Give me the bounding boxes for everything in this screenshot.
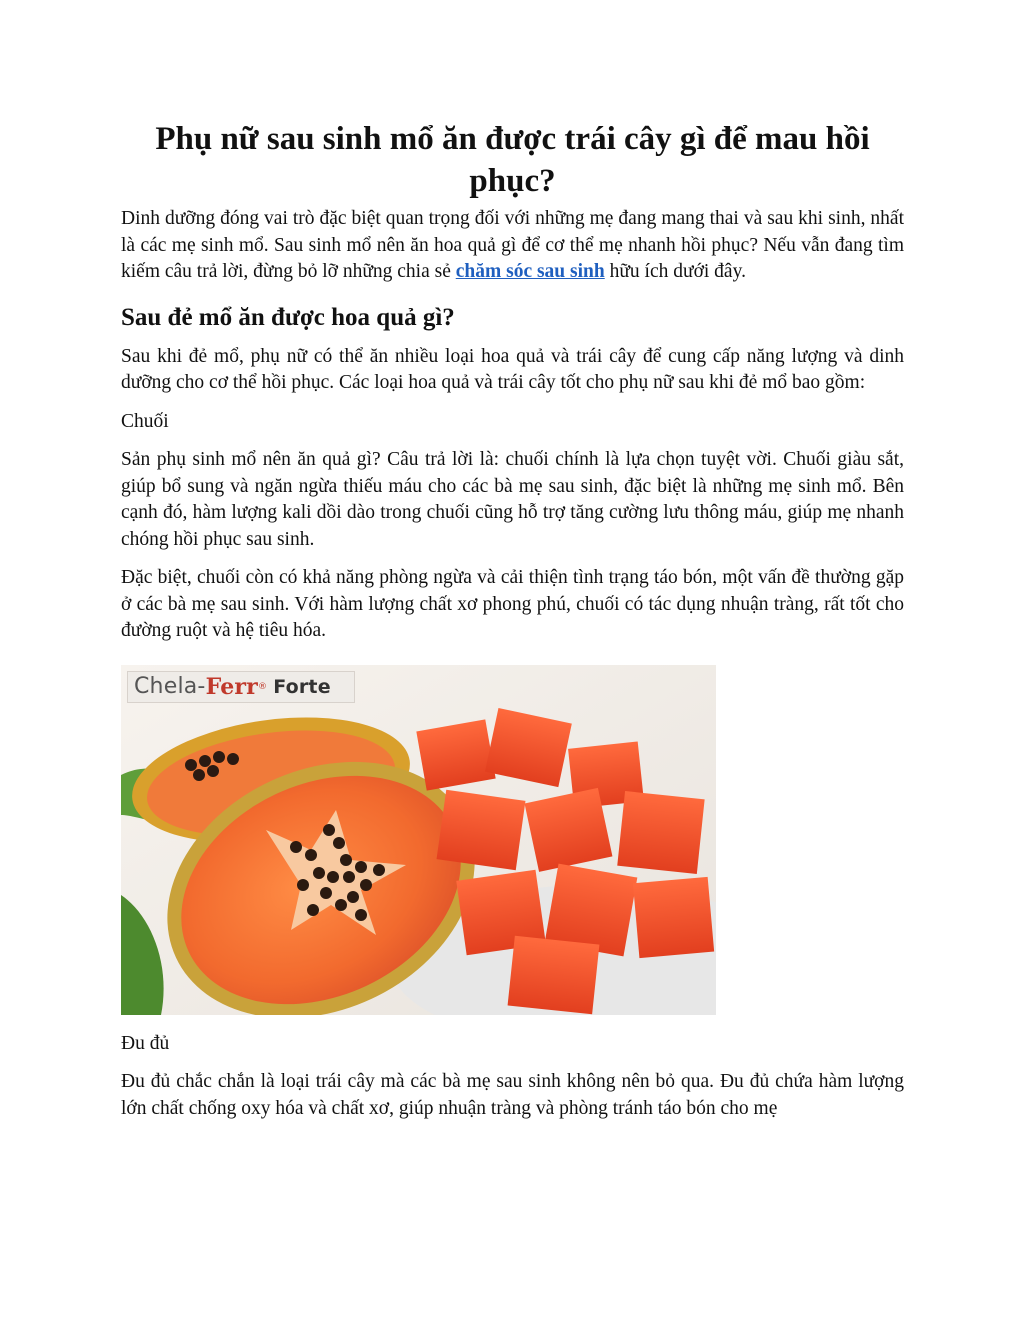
section-intro-paragraph: Sau khi đẻ mổ, phụ nữ có thể ăn nhiều loại hoa quả và trái cây để cung cấp năng lượng và dinh dưỡng cho cơ thể hồi phục. Các loại hoa quả và trái cây tốt cho phụ nữ sau khi đẻ mổ bao gồm: — [121, 345, 904, 393]
intro-paragraph — [121, 206, 904, 286]
papaya-image — [121, 665, 716, 1015]
brand-logo-part3: Forte — [273, 675, 331, 698]
papaya-paragraph-1: Đu đủ chắc chắn là loại trái cây mà các bà mẹ sau sinh không nên bỏ qua. Đu đủ chứa hàm lượng lớn chất chống oxy hóa và chất xơ, giúp nhuận tràng và phòng tránh táo bón cho mẹ — [121, 1071, 904, 1119]
intro-text-start: Dinh dưỡng đóng vai trò đặc biệt quan trọng đối với những mẹ đang mang thai và sau khi sinh, nhất là các mẹ sinh mổ. Sau sinh mổ nên ăn hoa quả gì để cơ thể mẹ nhanh hồi phục? Nếu vẫn đang tìm kiếm câu trả lời, đừng bỏ lỡ những chia sẻ — [121, 208, 904, 282]
fruit-name-papaya: Đu đủ — [121, 1032, 170, 1054]
brand-logo — [127, 671, 355, 703]
fruit-name-banana: Chuối — [121, 410, 169, 432]
brand-logo-part1: Chela- — [134, 674, 206, 699]
brand-registered-mark: ® — [257, 681, 268, 692]
banana-paragraph-2: Đặc biệt, chuối còn có khả năng phòng ngừa và cải thiện tình trạng táo bón, một vấn đề thường gặp ở các bà mẹ sau sinh. Với hàm lượng chất xơ phong phú, chuối có tác dụng nhuận tràng, rất tốt cho đường ruột và hệ tiêu hóa. — [121, 567, 904, 641]
postpartum-care-link[interactable]: chăm sóc sau sinh — [455, 261, 605, 282]
papaya-illustration — [121, 665, 716, 1015]
page-title: Phụ nữ sau sinh mổ ăn được trái cây gì để mau hồi phục? — [155, 121, 870, 199]
brand-logo-part2: Ferr — [205, 673, 258, 700]
banana-paragraph-1: Sản phụ sinh mổ nên ăn quả gì? Câu trả lời là: chuối chính là lựa chọn tuyệt vời. Chuối giàu sắt, giúp bổ sung và ngăn ngừa thiếu máu cho các bà mẹ sau sinh, đặc biệt là những mẹ sinh mổ. Bên cạnh đó, hàm lượng kali dồi dào trong chuối cũng hỗ trợ tăng cường lưu thông máu, giúp mẹ nhanh chóng hồi phục sau sinh. — [121, 449, 904, 550]
article-content — [121, 118, 904, 1134]
section-heading: Sau đẻ mổ ăn được hoa quả gì? — [121, 303, 455, 331]
intro-text-end: hữu ích dưới đây. — [604, 261, 746, 282]
